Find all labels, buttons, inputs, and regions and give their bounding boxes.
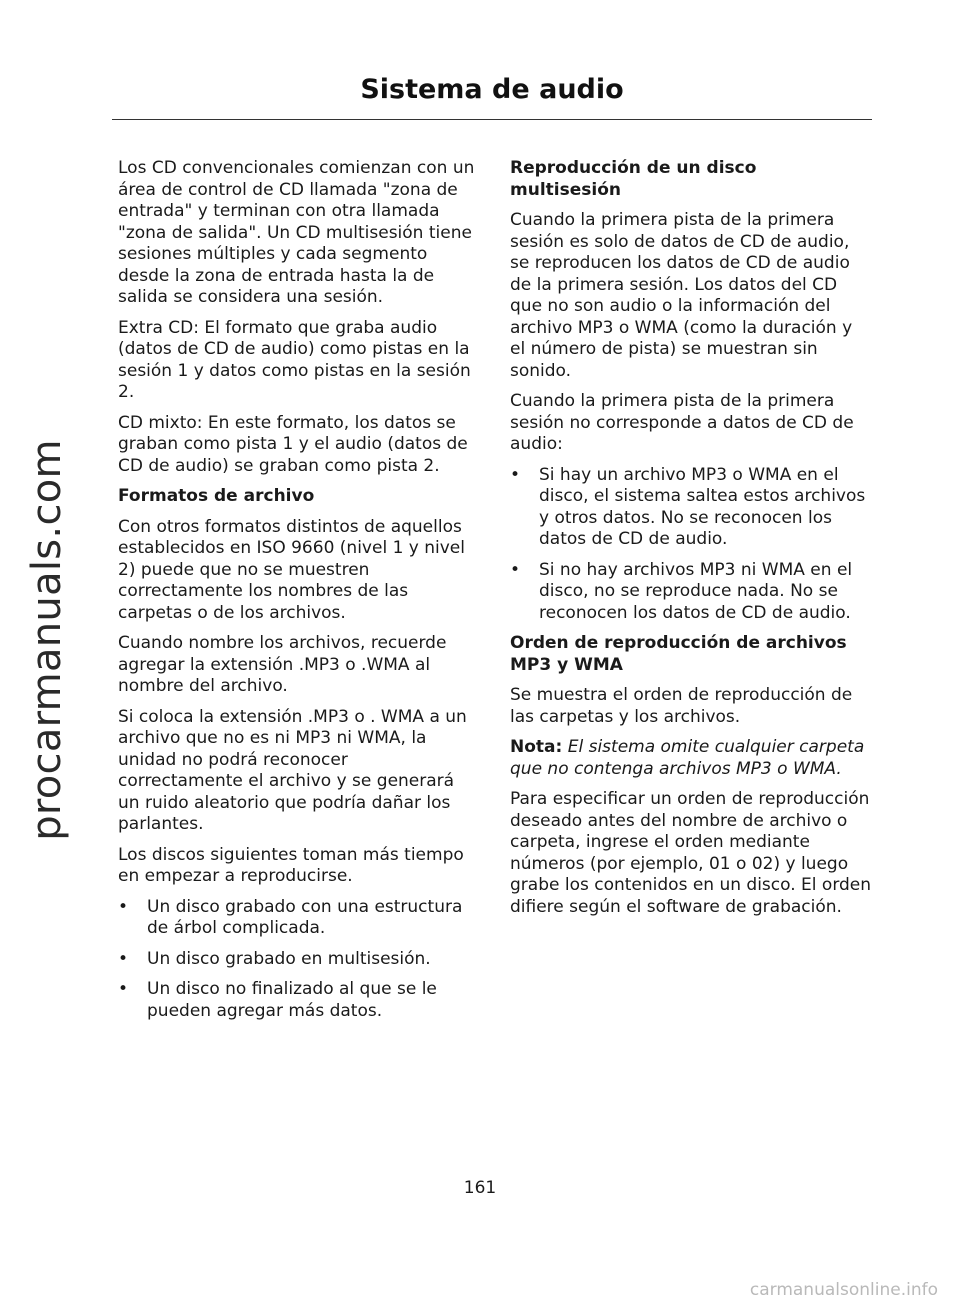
side-watermark-text: procarmanuals.com [24,439,70,841]
header-divider [112,119,872,120]
paragraph-cd-sessions: Los CD convencionales comienzan con un área de control de CD llamada "zona de entrada" y terminan con otra llamada "zona de salida". Un CD multisesión tiene sesiones múltiples y cada segmento desde la zona de entrada hasta la de salida se considera una sesión. [118,158,475,307]
list-item-text: Un disco grabado en multisesión. [147,948,431,969]
paragraph-playback-order: Se muestra el orden de reproducción de las carpetas y los archivos. [510,685,853,727]
list-item-text: Si hay un archivo MP3 o WMA en el disco, el sistema saltea estos archivos y otros datos. No se reconocen los datos de CD de audio. [539,464,866,549]
list-item-text: Un disco grabado con una estructura de árbol complicada. [147,896,463,938]
bullet-glyph: • [510,464,521,485]
heading-multisession: Reproducción de un disco multisesión [510,158,757,200]
bullet-glyph: • [118,979,129,999]
heading-file-formats: Formatos de archivo [118,486,315,506]
list-item [118,897,478,940]
slow-discs-list [118,897,478,1023]
heading-playback-order: Orden de reproducción de archivos MP3 y WMA [510,633,847,675]
paragraph-specify-order: Para especificar un orden de reproducción deseado antes del nombre de archivo o carpeta, ingrese el orden mediante números (por ejemplo, 01 o 02) y luego grabe los contenidos en un disco. El orden difiere según el software de grabación. [510,789,872,917]
paragraph-iso-formats: Con otros formatos distintos de aquellos establecidos en ISO 9660 (nivel 1 y nivel 2) puede que no se muestren correctamente los nombres de las carpetas o de los archivos. [118,516,465,623]
first-session-list [510,465,872,625]
list-item-text: Si no hay archivos MP3 ni WMA en el disco, no se reproduce nada. No se reconocen los datos de CD de audio. [539,559,853,623]
list-item [510,560,872,625]
note [510,737,872,780]
paragraph-extra-cd: Extra CD: El formato que graba audio (datos de CD de audio) como pistas en la sesión 1 y datos como pistas en la sesión 2. [118,317,471,402]
list-item [510,465,872,551]
paragraph-first-session-audio: Cuando la primera pista de la primera sesión es solo de datos de CD de audio, se reproducen los datos de CD de audio de la primera sesión. Los datos del CD que no son audio o la información del archivo MP3 o WMA (como la duración y el número de pista) se muestran sin sonido. [510,210,853,381]
page-title: Sistema de audio [360,74,624,105]
bullet-glyph: • [510,559,521,580]
right-column [510,158,872,927]
paragraph-slow-discs: Los discos siguientes toman más tiempo en empezar a reproducirse. [118,844,464,886]
list-item [118,979,478,1022]
bullet-glyph: • [118,896,129,917]
page-number: 161 [463,1178,497,1198]
left-column [118,158,478,1031]
side-watermark [12,439,82,841]
note-label: Nota: [510,737,563,757]
paragraph-wrong-extension: Si coloca la extensión .MP3 o . WMA a un archivo que no es ni MP3 ni WMA, la unidad no podrá reconocer correctamente el archivo y se generará un ruido aleatorio que podría dañar los parlantes. [118,706,467,834]
bullet-glyph: • [118,948,129,969]
paragraph-first-session-not-audio: Cuando la primera pista de la primera sesión no corresponde a datos de CD de audio: [510,391,854,454]
list-item [118,949,478,971]
list-item-text: Un disco no finalizado al que se le pueden agregar más datos. [147,979,437,1021]
paragraph-mixed-cd: CD mixto: En este formato, los datos se graban como pista 1 y el audio (datos de CD de audio) se graban como pista 2. [118,412,468,476]
note-text: El sistema omite cualquier carpeta que no contenga archivos MP3 o WMA. [510,737,865,779]
footer-watermark: carmanualsonline.info [749,1280,938,1300]
paragraph-file-extension: Cuando nombre los archivos, recuerde agregar la extensión .MP3 o .WMA al nombre del archivo. [118,633,447,696]
